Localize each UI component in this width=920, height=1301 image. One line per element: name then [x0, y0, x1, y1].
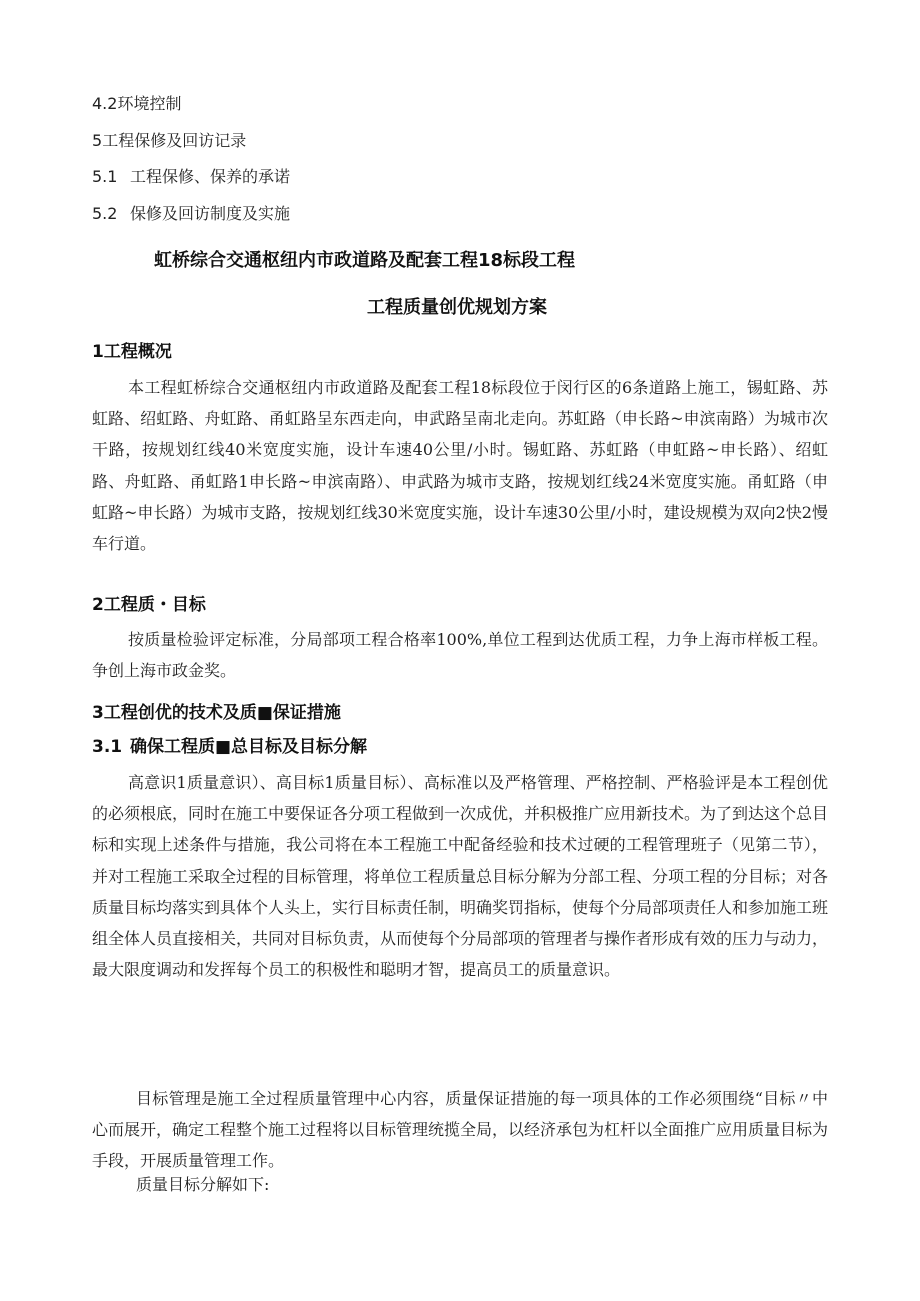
toc-item-5-1: [92, 167, 290, 187]
section-3-1-number: 3.1: [92, 737, 123, 757]
document-title-line1: 虹桥综合交通枢纽内市政道路及配套工程18标段工程: [154, 250, 576, 271]
toc-number: 5: [92, 131, 103, 150]
toc-item-5-2: [92, 204, 290, 224]
section-3-1-body-1: 高意识1质量意识）、高目标1质量目标）、高标准以及严格管理、严格控制、严格验评是本工程创优的必须根底，同时在施工中要保证各分项工程做到一次成优，并积极推广应用新技术。为了到达这个总目标和实现上述条件与措施，我公司将在本工程施工中配备经验和技术过硬的工程管理班子（见第二节），并对工程施工采取全过程的目标管理，将单位工程质量总目标分解为分部工程、分项工程的分目标；对各质量目标均落实到具体个人头上，实行目标责任制，明确奖罚指标，使每个分局部项责任人和参加施工班组全体人员直接相关，共同对目标负责，从而使每个分局部项的管理者与操作者形成有效的压力与动力，最大限度调动和发挥每个员工的积极性和聪明才智，提高员工的质量意识。: [92, 773, 829, 980]
toc-label: 环境控制: [117, 94, 182, 113]
document-title-line2: 工程质量创优规划方案: [367, 297, 547, 318]
toc-number: 4.2: [92, 94, 118, 113]
section-3-1-body-2: 目标管理是施工全过程质量管理中心内容，质量保证措施的每一项具体的工作必须围绕“目标〃中心而展开，确定工程整个施工过程将以目标管理统揽全局，以经济承包为杠杆以全面推广应用质量目标为手段，开展质量管理工作。: [92, 1089, 829, 1171]
toc-item-5: [92, 131, 246, 151]
section-2-heading: 2工程质・目标: [92, 595, 206, 615]
section-3-heading: 3工程创优的技术及质■保证措施: [92, 703, 341, 723]
section-3-1-title: 确保工程质■总目标及目标分解: [130, 737, 368, 757]
section-1-body: 本工程虹桥综合交通枢纽内市政道路及配套工程18标段位于闵行区的6条道路上施工，锡虹路、苏虹路、绍虹路、舟虹路、甬虹路呈东西走向，申武路呈南北走向。苏虹路（申长路~申滨南路）为城市次干路，按规划红线40米宽度实施，设计车速40公里/小时。锡虹路、苏虹路（申虹路~申长路）、绍虹路、舟虹路、甬虹路1申长路~申滨南路）、申武路为城市支路，按规划红线24米宽度实施。甬虹路（申虹路~申长路）为城市支路，按规划红线30米宽度实施，设计车速30公里/小时，建设规模为双向2快2慢车行道。: [92, 378, 828, 554]
toc-label: 工程保修及回访记录: [102, 131, 247, 150]
section-3-1-body-3: 质量目标分解如下:: [136, 1175, 270, 1194]
section-2-body: 按质量检验评定标准，分局部项工程合格率100%,单位工程到达优质工程，力争上海市样板工程。争创上海市政金奖。: [92, 630, 828, 681]
toc-label: 保修及回访制度及实施: [130, 204, 291, 223]
toc-number: 5.2: [92, 204, 118, 223]
toc-item-4-2: [92, 94, 181, 114]
section-3-1-heading: [92, 736, 367, 758]
toc-number: 5.1: [92, 167, 118, 186]
toc-label: 工程保修、保养的承诺: [130, 167, 291, 186]
section-1-heading: 1工程概况: [92, 342, 172, 362]
